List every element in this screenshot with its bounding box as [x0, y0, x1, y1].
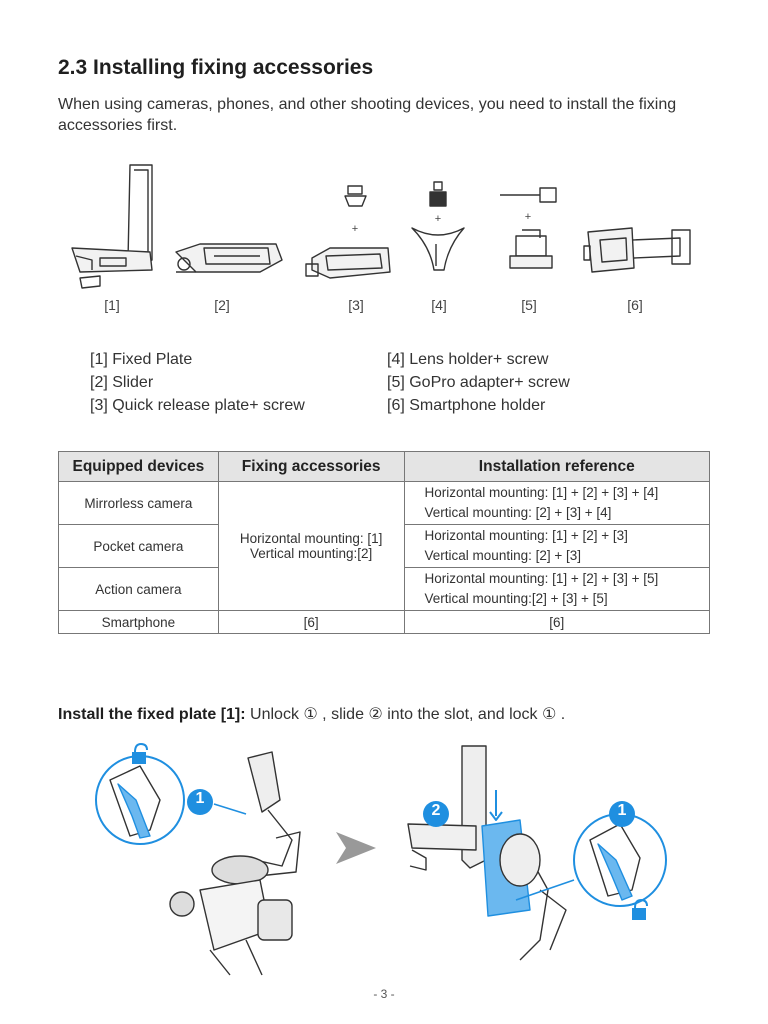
fixing-accessories-cell	[218, 482, 404, 611]
legend-item-slider: [2] Slider	[90, 374, 154, 391]
installation-illustration	[0, 740, 768, 980]
install-instruction	[58, 704, 565, 724]
reference-cell	[404, 568, 709, 611]
fixing-line: Vertical mounting:[2]	[249, 546, 373, 561]
reference-cell	[404, 482, 709, 525]
svg-text:+: +	[524, 211, 532, 223]
gopro-adapter-drawing	[500, 188, 556, 268]
legend-item-smartphone-holder: [6] Smartphone holder	[387, 397, 546, 414]
page-number: - 3 -	[373, 987, 395, 1001]
figure-label-5: [5]	[521, 297, 537, 313]
fixed-plate-drawing	[72, 165, 152, 288]
legend-item-gopro-adapter: [5] GoPro adapter+ screw	[387, 374, 570, 391]
svg-text:+: +	[434, 213, 442, 225]
reference-line: Vertical mounting: [2] + [3]	[424, 548, 581, 563]
table-header: Fixing accessories	[218, 452, 404, 482]
reference-line: Vertical mounting:[2] + [3] + [5]	[424, 591, 608, 606]
callout-badge-1-lock: 1	[617, 802, 627, 819]
table-header-row	[59, 452, 710, 482]
lens-holder-drawing	[412, 182, 464, 270]
device-cell: Smartphone	[59, 611, 219, 634]
figure-label-1: [1]	[104, 297, 120, 313]
figure-label-3: [3]	[348, 297, 364, 313]
install-instruction-text: Unlock ① , slide ② into the slot, and lock ① .	[245, 706, 566, 723]
quick-release-plate-drawing	[306, 186, 390, 278]
callout-badge-2: 2	[431, 802, 441, 819]
reference-line: Vertical mounting: [2] + [3] + [4]	[424, 505, 612, 520]
reference-line: Horizontal mounting: [1] + [2] + [3]	[424, 528, 628, 543]
smartphone-holder-drawing	[584, 228, 690, 272]
install-instruction-title: Install the fixed plate [1]:	[58, 706, 246, 723]
slider-drawing	[176, 244, 282, 272]
gimbal-left-drawing	[170, 752, 300, 975]
figure-label-2: [2]	[214, 297, 230, 313]
reference-cell: [6]	[404, 611, 709, 634]
device-cell: Pocket camera	[59, 525, 219, 568]
table-row	[59, 611, 710, 634]
intro-paragraph: When using cameras, phones, and other shooting devices, you need to install the fixing accessories first.	[58, 96, 677, 134]
fixing-line: Horizontal mounting: [1]	[239, 531, 383, 546]
reference-line: Horizontal mounting: [1] + [2] + [3] + [4]	[424, 485, 659, 500]
figure-label-6: [6]	[627, 297, 643, 313]
table-row	[59, 482, 710, 525]
section-heading: 2.3 Installing fixing accessories	[58, 56, 374, 79]
gimbal-right-drawing	[408, 746, 566, 960]
fixing-accessories-cell: [6]	[218, 611, 404, 634]
accessories-illustration	[0, 160, 768, 300]
legend-item-fixed-plate: [1] Fixed Plate	[90, 351, 193, 368]
figure-label-4: [4]	[431, 297, 447, 313]
device-cell: Action camera	[59, 568, 219, 611]
legend-item-lens-holder: [4] Lens holder+ screw	[387, 351, 549, 368]
svg-text:+: +	[351, 223, 359, 235]
device-cell: Mirrorless camera	[59, 482, 219, 525]
reference-line: Horizontal mounting: [1] + [2] + [3] + [5]	[424, 571, 659, 586]
reference-cell	[404, 525, 709, 568]
table-header: Installation reference	[404, 452, 709, 482]
legend-item-quick-release-plate: [3] Quick release plate+ screw	[90, 397, 305, 414]
table-header: Equipped devices	[59, 452, 219, 482]
accessories-table	[58, 451, 710, 634]
callout-badge-1: 1	[195, 790, 205, 807]
